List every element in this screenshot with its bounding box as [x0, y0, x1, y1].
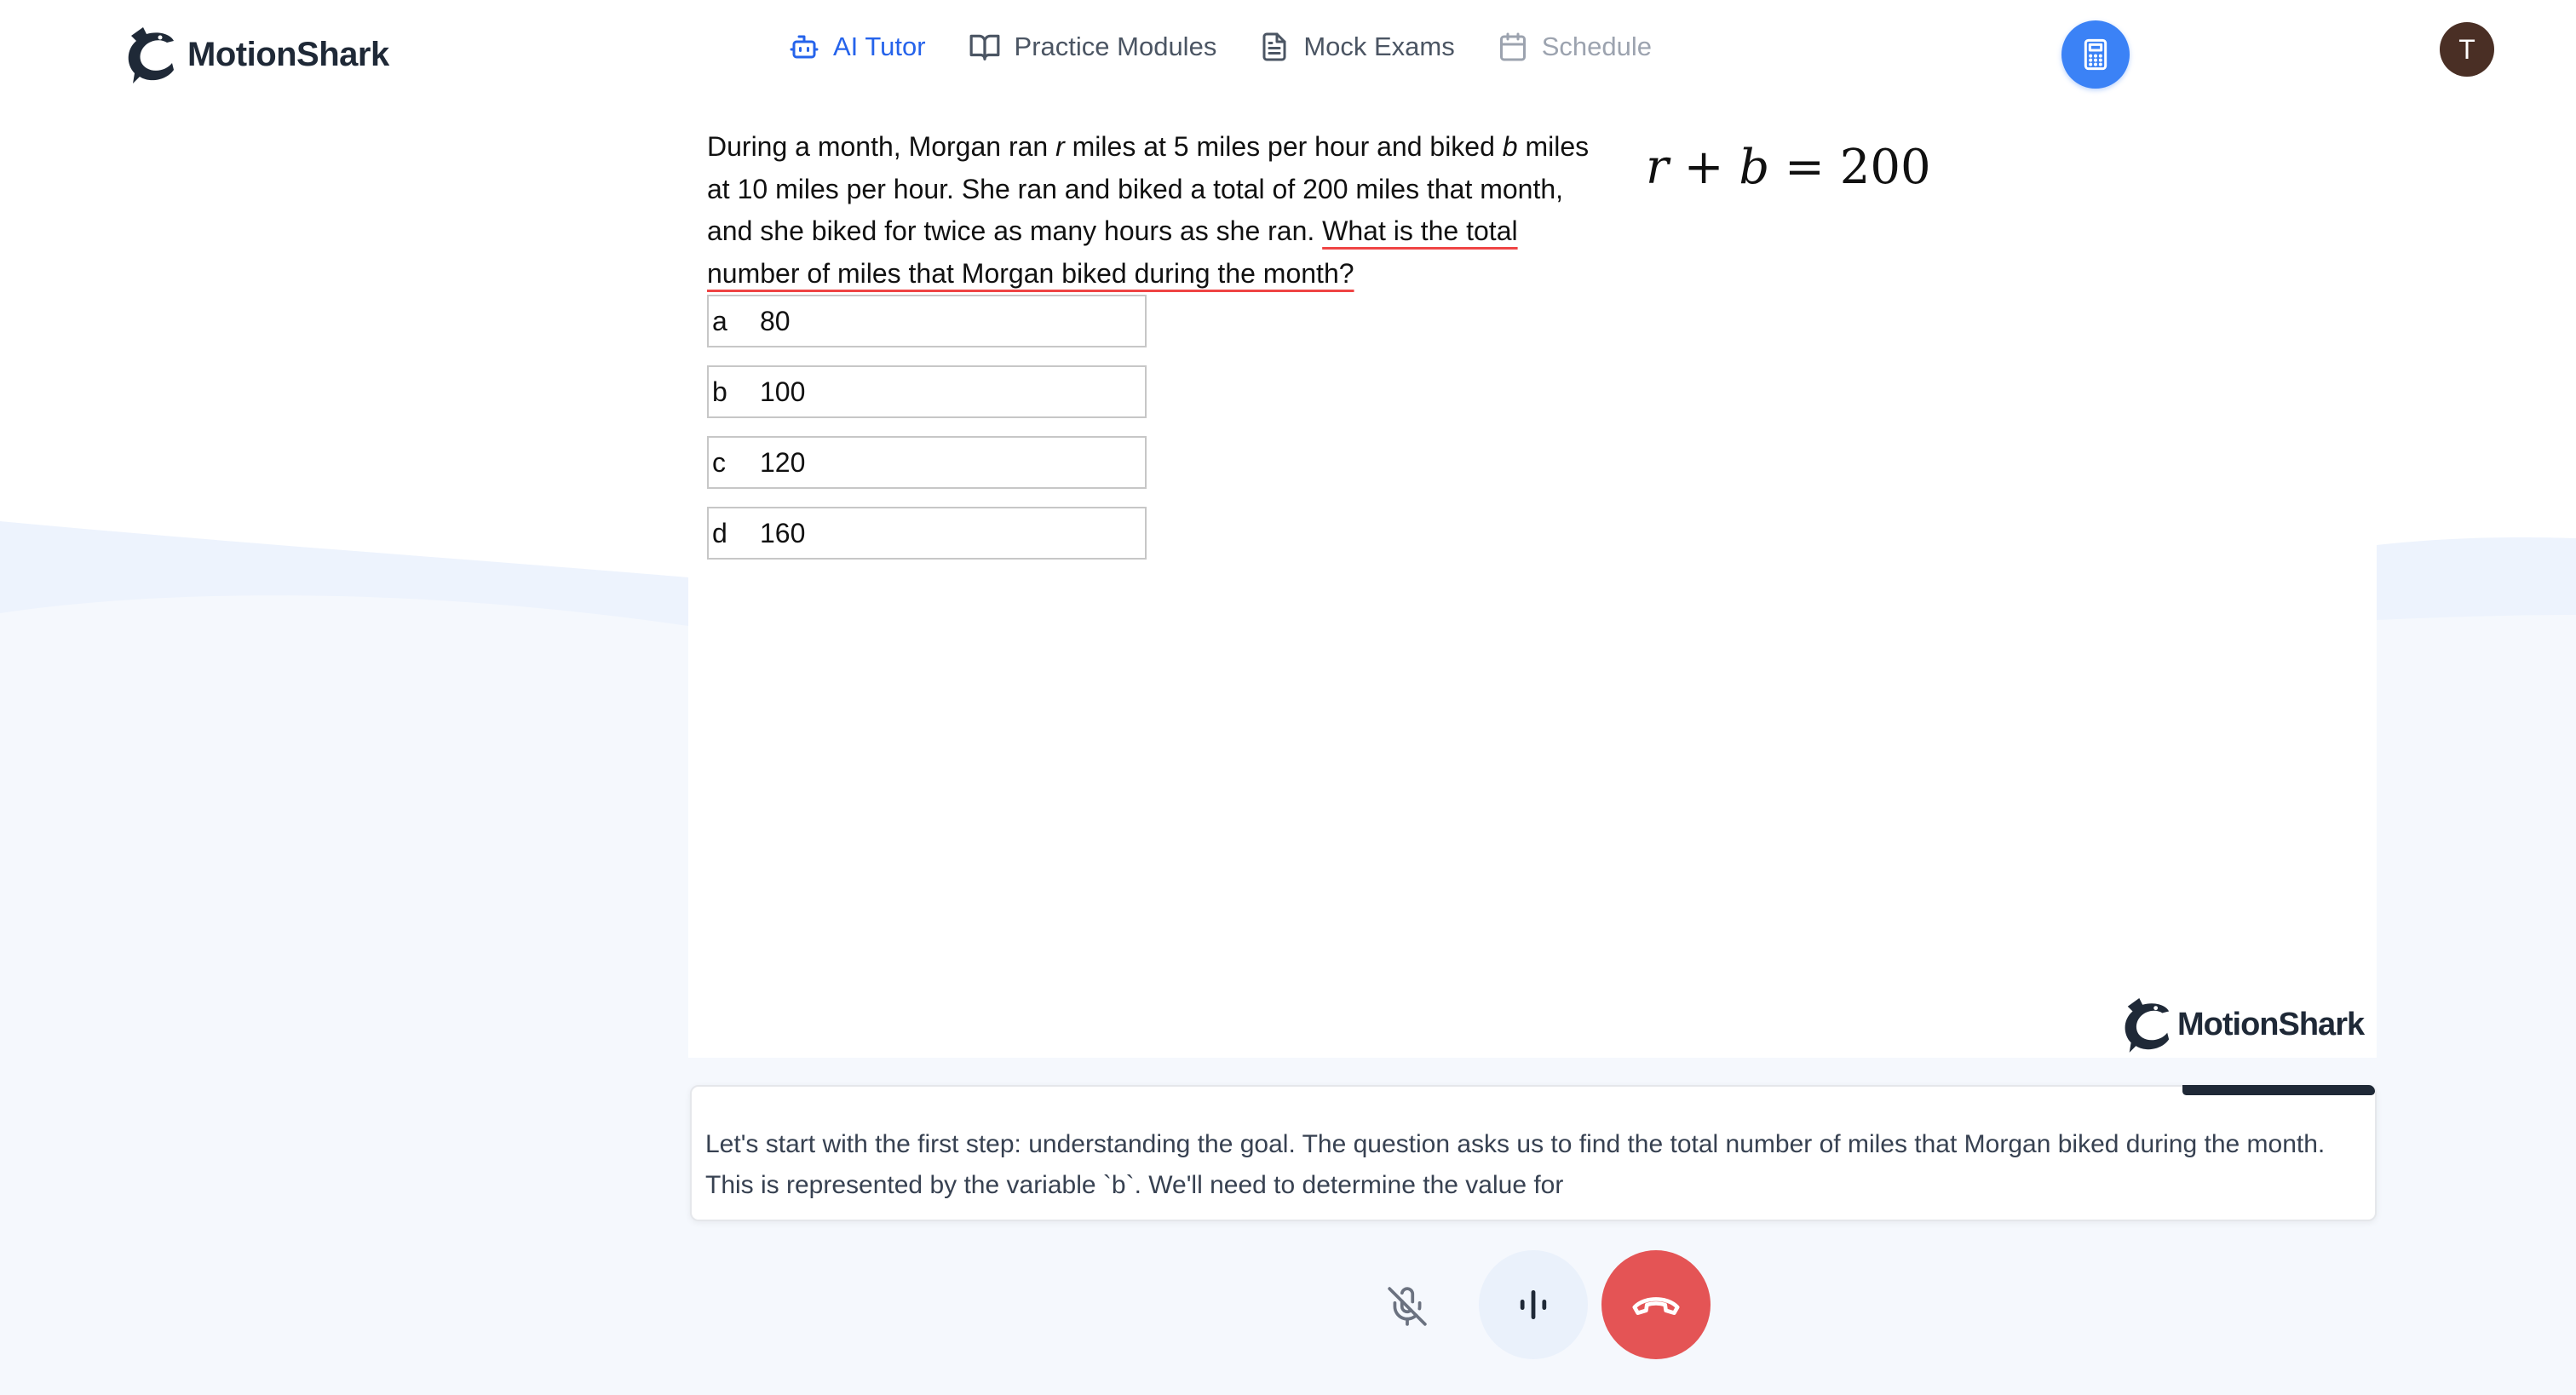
- nav-schedule-label: Schedule: [1541, 32, 1653, 61]
- question-part-3: miles at 10 miles per hour. She ran and biked a total of 200 miles that month, and she biked for twice as many hours as she ran.: [707, 131, 1590, 246]
- equation-var-r: r: [1646, 140, 1669, 195]
- equation-display: [1646, 140, 1931, 195]
- voice-activity-button[interactable]: [1479, 1250, 1588, 1359]
- nav-mock-exams-label: Mock Exams: [1303, 32, 1455, 61]
- calculator-icon: [2079, 37, 2113, 72]
- mic-off-icon: [1386, 1285, 1429, 1328]
- equation-plus: +: [1668, 140, 1739, 195]
- question-highlight: What is the total number of miles that Morgan biked during the month?: [707, 215, 1518, 289]
- calculator-button[interactable]: [2061, 20, 2130, 89]
- answer-choices: [707, 295, 1147, 577]
- voice-wave-icon: [1515, 1286, 1552, 1323]
- choice-letter: a: [712, 305, 727, 336]
- mute-button[interactable]: [1382, 1281, 1433, 1332]
- choice-letter: b: [712, 376, 727, 407]
- question-part-2: miles at 5 miles per hour and biked: [1064, 131, 1503, 162]
- brand-name: MotionShark: [187, 35, 389, 73]
- choice-d[interactable]: [707, 507, 1147, 560]
- equation-value: 200: [1839, 140, 1931, 195]
- nav-schedule[interactable]: [1498, 31, 1652, 63]
- board-watermark-logo: [2121, 995, 2364, 1054]
- call-controls: [0, 1247, 2576, 1358]
- equation-var-b: b: [1739, 140, 1770, 195]
- nav-ai-tutor-label: AI Tutor: [833, 32, 926, 61]
- end-call-button[interactable]: [1601, 1250, 1711, 1359]
- question-part-1: During a month, Morgan ran: [707, 131, 1056, 162]
- user-avatar[interactable]: [2440, 22, 2494, 77]
- choice-c[interactable]: [707, 436, 1147, 489]
- choice-b[interactable]: [707, 365, 1147, 418]
- choice-letter: c: [712, 446, 726, 478]
- transcript-progress-bar: [2182, 1085, 2375, 1095]
- nav-mock-exams[interactable]: [1259, 31, 1454, 63]
- nav-ai-tutor[interactable]: [789, 32, 926, 62]
- document-icon: [1259, 31, 1290, 63]
- choice-value: 160: [760, 517, 806, 548]
- brand-logo[interactable]: [124, 24, 389, 85]
- choice-value: 80: [760, 305, 791, 336]
- nav-practice-modules[interactable]: [969, 31, 1217, 63]
- choice-a[interactable]: [707, 295, 1147, 347]
- shark-logo-icon: [2121, 995, 2172, 1054]
- phone-hangup-icon: [1630, 1288, 1682, 1322]
- whiteboard: [688, 109, 2377, 1058]
- transcript-text: Let's start with the first step: understanding the goal. The question asks us to find the total number of miles that Morgan biked during the month. This is represented by the variable `b`. We'll need to determine the value for: [705, 1130, 2326, 1199]
- nav-practice-modules-label: Practice Modules: [1014, 32, 1217, 61]
- tutor-transcript: [690, 1085, 2377, 1221]
- choice-value: 100: [760, 376, 806, 407]
- choice-letter: d: [712, 517, 727, 548]
- question-var-r: r: [1055, 131, 1065, 162]
- avatar-initial: T: [2458, 33, 2475, 65]
- choice-value: 120: [760, 446, 806, 478]
- main-nav: [789, 31, 1694, 63]
- board-watermark-text: MotionShark: [2177, 1006, 2365, 1042]
- robot-icon: [789, 32, 819, 62]
- question-var-b: b: [1502, 131, 1518, 162]
- equation-equals: =: [1769, 140, 1840, 195]
- book-open-icon: [969, 31, 1001, 63]
- top-header: [0, 0, 2576, 109]
- question-text: [707, 126, 1593, 295]
- shark-logo-icon: [124, 24, 177, 85]
- calendar-icon: [1498, 31, 1528, 63]
